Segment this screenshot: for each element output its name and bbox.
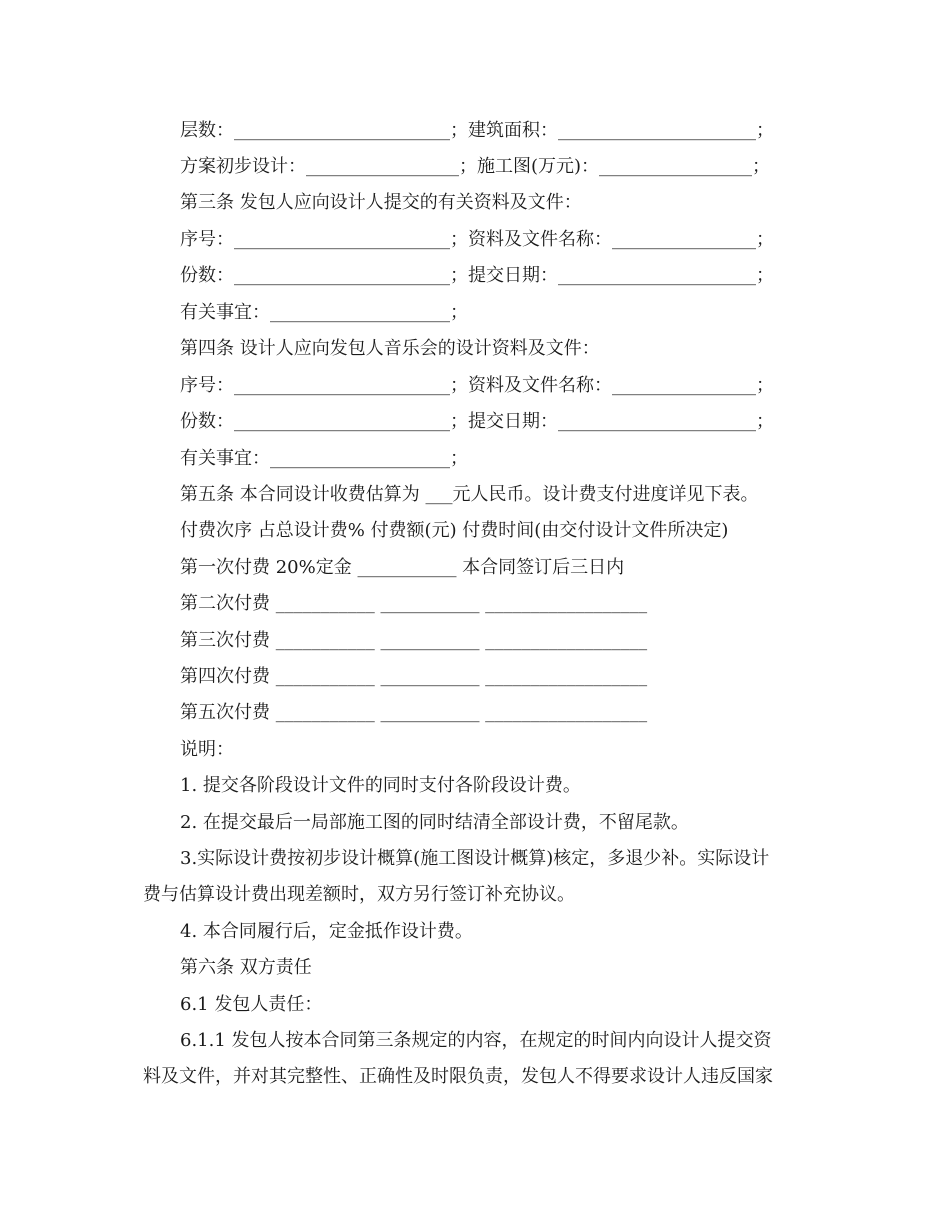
article-4-heading: 第四条 设计人应向发包人音乐会的设计资料及文件： — [180, 338, 600, 359]
line-scheme-design: 方案初步设计：_________________；施工图(万元)：_________________； — [180, 156, 771, 177]
payment-row-4: 第四次付费 ___________ ___________ __________________ — [180, 666, 648, 687]
article-6-heading: 第六条 双方责任 — [180, 957, 312, 978]
payment-row-2: 第二次付费 ___________ ___________ __________________ — [180, 593, 648, 614]
article-5-heading: 第五条 本合同设计收费估算为 ___元人民币。设计费支付进度详见下表。 — [180, 484, 759, 505]
line-matters-2: 有关事宜：____________________； — [180, 448, 468, 469]
payment-row-5: 第五次付费 ___________ ___________ __________________ — [180, 702, 648, 723]
payment-table-header: 付费次序 占总设计费% 付费额(元) 付费时间(由交付设计文件所决定) — [180, 520, 729, 541]
line-floors-area: 层数：________________________；建筑面积：______________________； — [180, 120, 774, 141]
line-serial-name-2: 序号：________________________；资料及文件名称：________________； — [180, 375, 774, 396]
line-serial-name-1: 序号：________________________；资料及文件名称：________________； — [180, 229, 774, 250]
clause-6-1-1-continued: 料及文件，并对其完整性、正确性及时限负责，发包人不得要求设计人违反国家 — [143, 1066, 773, 1087]
line-copies-date-1: 份数：________________________；提交日期：______________________； — [180, 265, 774, 286]
payment-row-3: 第三次付费 ___________ ___________ __________________ — [180, 630, 648, 651]
note-3-continued: 费与估算设计费出现差额时，双方另行签订补充协议。 — [143, 884, 575, 905]
payment-row-1: 第一次付费 20%定金 ___________ 本合同签订后三日内 — [180, 557, 625, 578]
note-1: 1. 提交各阶段设计文件的同时支付各阶段设计费。 — [180, 775, 581, 796]
note-3: 3.实际设计费按初步设计概算(施工图设计概算)核定，多退少补。实际设计 — [180, 848, 770, 869]
line-matters-1: 有关事宜：____________________； — [180, 302, 468, 323]
clause-6-1-1: 6.1.1 发包人按本合同第三条规定的内容，在规定的时间内向设计人提交资 — [180, 1030, 772, 1051]
notes-heading: 说明： — [180, 739, 234, 760]
line-copies-date-2: 份数：________________________；提交日期：______________________； — [180, 411, 774, 432]
article-3-heading: 第三条 发包人应向设计人提交的有关资料及文件： — [180, 192, 582, 213]
section-6-1-heading: 6.1 发包人责任： — [180, 994, 323, 1015]
note-2: 2. 在提交最后一局部施工图的同时结清全部设计费，不留尾款。 — [180, 812, 689, 833]
note-4: 4. 本合同履行后，定金抵作设计费。 — [180, 921, 473, 942]
